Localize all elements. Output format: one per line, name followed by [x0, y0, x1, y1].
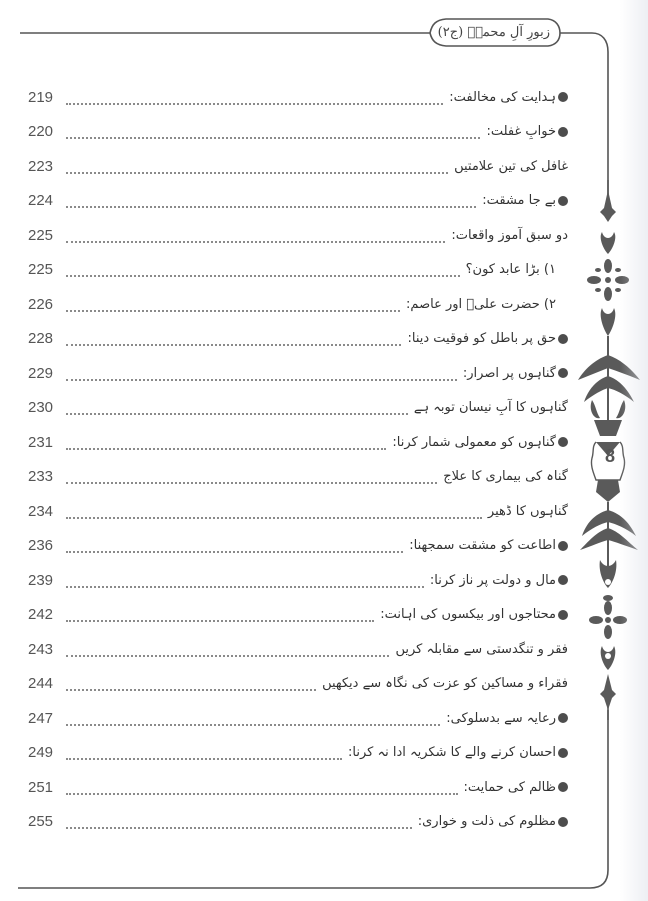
dot-leader: [66, 412, 408, 415]
toc-page-number: 233: [28, 468, 54, 486]
bullet-icon: [558, 196, 568, 206]
bullet-icon: [558, 127, 568, 137]
toc-entry-title: [482, 193, 568, 208]
toc-page-number: 226: [28, 295, 54, 313]
toc-entry-title: [430, 573, 568, 588]
dot-leader: [66, 757, 342, 760]
toc-page-number: 225: [28, 226, 54, 244]
toc-entry-title: [466, 262, 556, 277]
toc-page-number: 224: [28, 192, 54, 210]
toc-entry[interactable]: [28, 391, 568, 426]
dot-leader: [66, 481, 437, 484]
toc-page-number: 247: [28, 709, 54, 727]
toc-entry-title: [449, 90, 568, 105]
toc-entry-text: محتاجوں اور بیکسوں کی اہانت:: [380, 607, 556, 623]
toc-entry-text: گناہوں کو معمولی شمار کرنا:: [392, 434, 556, 450]
toc-entry[interactable]: [28, 563, 568, 598]
toc-page-number: 219: [28, 88, 54, 106]
toc-entry[interactable]: [28, 253, 568, 288]
dot-leader: [66, 792, 458, 795]
toc-entry-title: [348, 745, 568, 760]
toc-entry-text: فقر و تنگدستی سے مقابلہ کریں: [395, 641, 568, 657]
bullet-icon: [558, 748, 568, 758]
toc-entry-title: [406, 297, 556, 312]
dot-leader: [66, 516, 482, 519]
toc-entry-title: [392, 435, 568, 450]
toc-entry-title: [446, 711, 568, 726]
toc-entry-text: گناہوں پر اصرار:: [462, 365, 556, 381]
bullet-icon: [558, 713, 568, 723]
toc-entry[interactable]: [28, 770, 568, 805]
dot-leader: [66, 205, 476, 208]
toc-entry[interactable]: [28, 460, 568, 495]
bullet-icon: [558, 541, 568, 551]
toc-page-number: 255: [28, 813, 54, 831]
toc-entry-text: گناہوں کا آبِ نیسان توبہ ہے: [413, 400, 568, 416]
toc-entry-title: [380, 607, 568, 622]
toc-entry-text: مظلوم کی ذلت و خواری:: [417, 814, 556, 830]
toc-page-number: 242: [28, 606, 54, 624]
dot-leader: [66, 378, 457, 381]
toc-entry[interactable]: [28, 149, 568, 184]
toc-entry-text: رعایہ سے بدسلوکی:: [446, 710, 556, 726]
dot-leader: [66, 723, 440, 726]
table-of-contents: [28, 80, 568, 839]
toc-entry-title: [395, 642, 568, 657]
toc-page-number: 243: [28, 640, 54, 658]
dot-leader: [66, 240, 445, 243]
toc-entry-title: [322, 676, 568, 691]
dot-leader: [66, 826, 412, 829]
dot-leader: [66, 550, 403, 553]
toc-page-number: 225: [28, 261, 54, 279]
toc-entry-text: دو سبق آموز واقعات:: [451, 227, 568, 243]
toc-entry[interactable]: [28, 356, 568, 391]
bullet-icon: [558, 817, 568, 827]
toc-entry-title: [464, 780, 569, 795]
toc-page-number: 236: [28, 537, 54, 555]
toc-entry[interactable]: [28, 184, 568, 219]
toc-entry[interactable]: [28, 425, 568, 460]
toc-entry-text: حق پر باطل کو فوقیت دینا:: [407, 331, 556, 347]
dot-leader: [66, 619, 374, 622]
toc-entry[interactable]: [28, 494, 568, 529]
toc-page-number: 251: [28, 778, 54, 796]
toc-entry-text: گناہوں کا ڈھیر: [487, 503, 568, 519]
bullet-icon: [558, 610, 568, 620]
toc-entry-text: غافل کی تین علامتیں: [454, 158, 568, 174]
toc-entry[interactable]: [28, 701, 568, 736]
dot-leader: [66, 274, 460, 277]
toc-entry[interactable]: [28, 736, 568, 771]
dot-leader: [66, 309, 400, 312]
dot-leader: [66, 136, 480, 139]
dot-leader: [66, 654, 389, 657]
toc-entry[interactable]: [28, 805, 568, 840]
bullet-icon: [558, 92, 568, 102]
dot-leader: [66, 585, 424, 588]
toc-entry-title: [463, 366, 568, 381]
toc-entry-text: اطاعت کو مشقت سمجھنا:: [409, 538, 556, 554]
toc-page-number: 231: [28, 433, 54, 451]
toc-entry-text: مال و دولت پر ناز کرنا:: [429, 572, 556, 588]
toc-entry-title: [407, 331, 568, 346]
toc-page-number: 220: [28, 123, 54, 141]
toc-entry[interactable]: [28, 598, 568, 633]
toc-entry[interactable]: [28, 322, 568, 357]
dot-leader: [66, 171, 448, 174]
toc-entry[interactable]: [28, 115, 568, 150]
toc-entry-title: [451, 228, 568, 243]
toc-page-number: 229: [28, 364, 54, 382]
toc-entry-text: ظالم کی حمایت:: [463, 779, 556, 795]
toc-entry-title: [486, 124, 568, 139]
dot-leader: [66, 102, 443, 105]
toc-entry[interactable]: [28, 218, 568, 253]
bullet-icon: [558, 782, 568, 792]
toc-entry-text: گناہ کی بیماری کا علاج: [443, 469, 568, 485]
toc-entry-text: بے جا مشقت:: [482, 193, 556, 209]
toc-entry-text: احسان کرنے والے کا شکریہ ادا نہ کرنا:: [348, 745, 556, 761]
toc-entry-title: [454, 159, 568, 174]
running-header-title: زبورِ آلِ محمدؐ (ج۲): [437, 25, 550, 40]
toc-entry-title: [488, 504, 568, 519]
toc-entry-title: [418, 814, 568, 829]
toc-page-number: 234: [28, 502, 54, 520]
toc-entry[interactable]: [28, 667, 568, 702]
bullet-icon: [558, 334, 568, 344]
toc-entry-title: [409, 538, 568, 553]
toc-entry[interactable]: [28, 80, 568, 115]
toc-entry-title: [443, 469, 568, 484]
toc-page-number: 228: [28, 330, 54, 348]
toc-entry-text: ہدایت کی مخالفت:: [449, 89, 556, 105]
dot-leader: [66, 343, 401, 346]
toc-entry[interactable]: [28, 632, 568, 667]
toc-page-number: 230: [28, 399, 54, 417]
toc-page-number: 244: [28, 675, 54, 693]
bullet-icon: [558, 368, 568, 378]
toc-entry-text: ۲) حضرت علیؑ اور عاصم:: [406, 296, 556, 312]
bullet-icon: [558, 437, 568, 447]
toc-entry-text: ۱) بڑا عابد کون؟: [465, 262, 556, 278]
toc-page-number: 249: [28, 744, 54, 762]
bullet-icon: [558, 575, 568, 585]
toc-entry-title: [414, 400, 568, 415]
toc-page-number: 239: [28, 571, 54, 589]
toc-entry[interactable]: [28, 287, 568, 322]
toc-entry-text: خوابِ غفلت:: [486, 124, 556, 140]
toc-page-number: 223: [28, 157, 54, 175]
page-number-badge: 8: [604, 445, 615, 466]
toc-entry-text: فقراء و مساکین کو عزت کی نگاہ سے دیکھیں: [322, 676, 568, 692]
dot-leader: [66, 447, 386, 450]
toc-entry[interactable]: [28, 529, 568, 564]
dot-leader: [66, 688, 316, 691]
